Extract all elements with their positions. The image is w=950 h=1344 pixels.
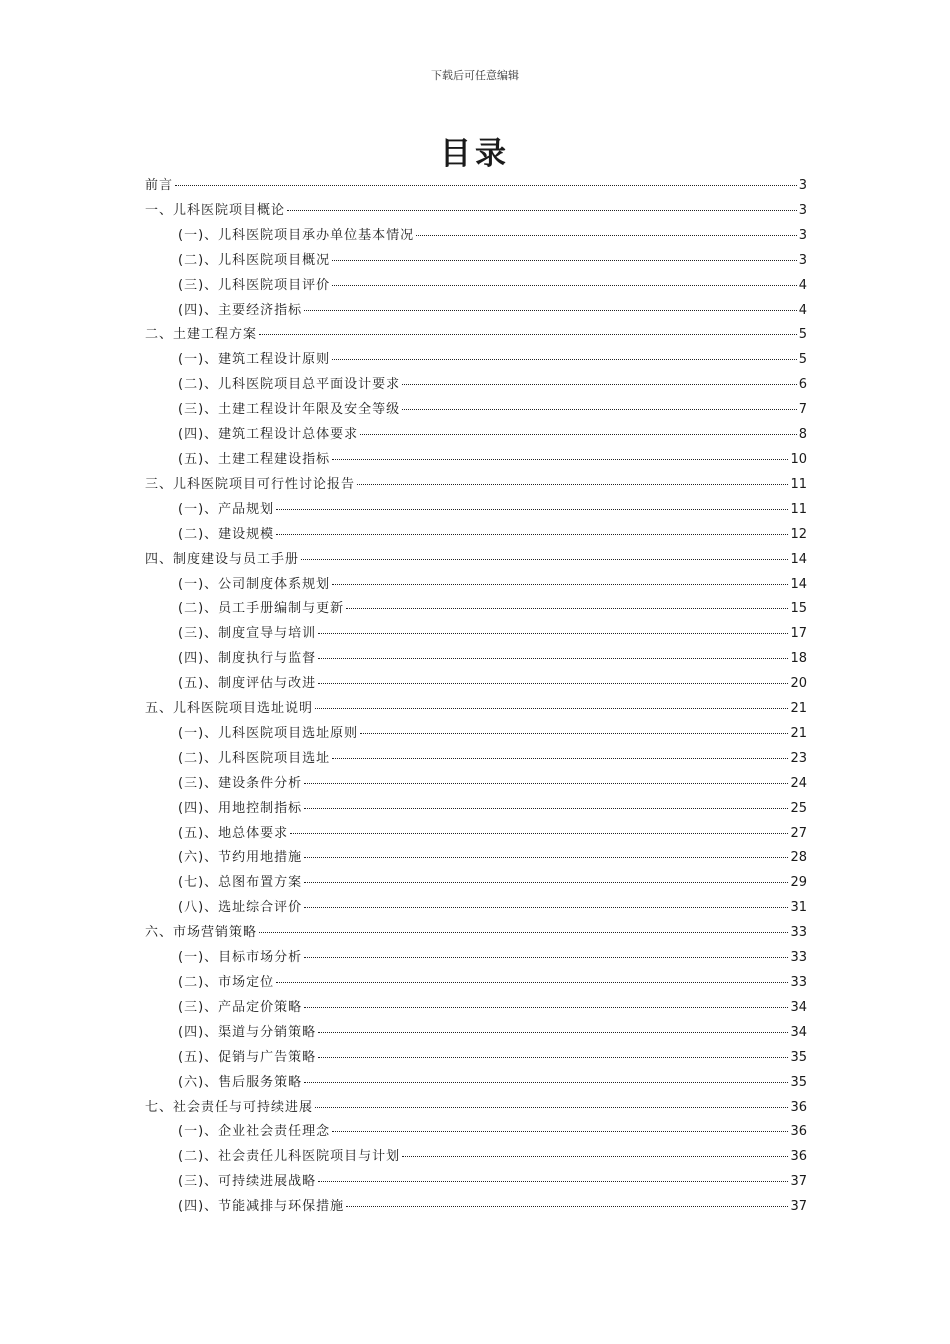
- toc-entry-label: (六)、节约用地措施: [178, 850, 303, 866]
- toc-entry-label: (二)、儿科医院项目总平面设计要求: [178, 377, 401, 393]
- toc-page-number: 35: [790, 1049, 807, 1065]
- toc-entry-label: (五)、地总体要求: [178, 825, 289, 841]
- toc-dot-leader: [304, 906, 788, 908]
- toc-subentry[interactable]: [145, 747, 807, 772]
- toc-dot-leader: [315, 1106, 788, 1108]
- toc-page-number: 12: [790, 526, 807, 542]
- toc-dot-leader: [259, 333, 797, 335]
- toc-dot-leader: [304, 309, 797, 311]
- toc-dot-leader: [318, 1056, 788, 1058]
- toc-entry-label: (二)、社会责任儿科医院项目与计划: [178, 1149, 401, 1165]
- toc-page-number: 14: [790, 551, 807, 567]
- toc-entry-label: 七、社会责任与可持续进展: [145, 1099, 314, 1115]
- toc-entry-label: (八)、选址综合评价: [178, 900, 303, 916]
- toc-entry-label: (一)、建筑工程设计原则: [178, 352, 331, 368]
- toc-page-number: 18: [790, 651, 807, 667]
- toc-subentry[interactable]: [145, 224, 807, 249]
- toc-subentry[interactable]: [145, 348, 807, 373]
- toc-page-number: 4: [798, 302, 807, 318]
- toc-subentry[interactable]: [145, 373, 807, 398]
- toc-subentry[interactable]: [145, 846, 807, 871]
- toc-page-number: 14: [790, 576, 807, 592]
- toc-page-number: 33: [790, 925, 807, 941]
- toc-page-number: 21: [790, 701, 807, 717]
- toc-entry[interactable]: [145, 199, 807, 224]
- toc-subentry[interactable]: [145, 1046, 807, 1071]
- toc-page-number: 33: [790, 950, 807, 966]
- toc-entry-label: (二)、员工手册编制与更新: [178, 601, 345, 617]
- toc-subentry[interactable]: [145, 274, 807, 299]
- toc-entry[interactable]: [145, 323, 807, 348]
- toc-dot-leader: [332, 284, 797, 286]
- toc-subentry[interactable]: [145, 871, 807, 896]
- toc-subentry[interactable]: [145, 448, 807, 473]
- toc-entry-label: (四)、节能减排与环保措施: [178, 1199, 345, 1215]
- toc-page-number: 34: [790, 1024, 807, 1040]
- toc-page-number: 7: [798, 402, 807, 418]
- toc-dot-leader: [332, 358, 797, 360]
- toc-dot-leader: [276, 508, 788, 510]
- toc-page-number: 33: [790, 975, 807, 990]
- toc-dot-leader: [332, 1130, 788, 1132]
- toc-dot-leader: [315, 707, 788, 709]
- toc-entry[interactable]: [145, 697, 807, 722]
- toc-entry-label: (四)、渠道与分销策略: [178, 1024, 317, 1040]
- toc-subentry[interactable]: [145, 1195, 807, 1220]
- toc-entry-label: (三)、可持续进展战略: [178, 1174, 317, 1190]
- toc-page-number: 34: [790, 999, 807, 1015]
- toc-page-number: 3: [798, 227, 807, 243]
- page-title: 目录: [440, 136, 510, 172]
- toc-entry-label: (一)、产品规划: [178, 501, 275, 517]
- toc-entry-label: (二)、儿科医院项目概况: [178, 252, 331, 268]
- toc-dot-leader: [318, 1180, 788, 1182]
- toc-page-number: 15: [790, 601, 807, 617]
- toc-subentry[interactable]: [145, 822, 807, 847]
- toc-dot-leader: [346, 1205, 788, 1207]
- toc-page-number: 8: [798, 427, 807, 443]
- toc-subentry[interactable]: [145, 398, 807, 423]
- toc-dot-leader: [290, 832, 788, 834]
- toc-page-number: 23: [790, 750, 807, 766]
- toc-page-number: 10: [790, 451, 807, 467]
- toc-entry-label: (三)、产品定价策略: [178, 999, 303, 1015]
- toc-entry-label: (二)、建设规模: [178, 526, 275, 542]
- toc-entry-label: 四、制度建设与员工手册: [145, 551, 300, 567]
- toc-page-number: 11: [790, 501, 807, 517]
- toc-dot-leader: [357, 483, 788, 485]
- toc-subentry[interactable]: [145, 797, 807, 822]
- toc-dot-leader: [416, 234, 797, 236]
- toc-dot-leader: [304, 881, 788, 883]
- toc-subentry[interactable]: [145, 971, 807, 996]
- toc-dot-leader: [318, 682, 788, 684]
- toc-subentry[interactable]: [145, 299, 807, 324]
- toc-entry-label: (一)、公司制度体系规划: [178, 576, 331, 592]
- toc-entry-label: 一、儿科医院项目概论: [145, 202, 286, 218]
- toc-page-number: 21: [790, 725, 807, 741]
- toc-entry-label: (七)、总图布置方案: [178, 875, 303, 891]
- toc-page-number: 35: [790, 1074, 807, 1090]
- toc-dot-leader: [360, 433, 797, 435]
- toc-entry-label: (三)、建设条件分析: [178, 775, 303, 791]
- toc-page-number: 20: [790, 676, 807, 692]
- toc-dot-leader: [301, 558, 788, 560]
- toc-dot-leader: [304, 956, 788, 958]
- toc-page-number: 4: [798, 277, 807, 293]
- toc-subentry[interactable]: [145, 672, 807, 697]
- toc-subentry[interactable]: [145, 1145, 807, 1170]
- toc-page-number: 37: [790, 1174, 807, 1190]
- toc-subentry[interactable]: [145, 946, 807, 971]
- toc-subentry[interactable]: [145, 896, 807, 921]
- toc-entry-label: (六)、售后服务策略: [178, 1074, 303, 1090]
- toc-dot-leader: [346, 607, 788, 609]
- toc-subentry[interactable]: [145, 249, 807, 274]
- toc-entry-label: (四)、建筑工程设计总体要求: [178, 427, 359, 443]
- toc-dot-leader: [332, 458, 788, 460]
- toc-entry[interactable]: [145, 473, 807, 498]
- toc-page-number: 29: [790, 875, 807, 891]
- toc-entry-label: (四)、制度执行与监督: [178, 651, 317, 667]
- toc-entry-label: (二)、儿科医院项目选址: [178, 750, 331, 766]
- toc-page-number: 36: [790, 1124, 807, 1140]
- toc-page-number: 31: [790, 900, 807, 916]
- toc-page-number: 17: [790, 626, 807, 642]
- toc-page-number: 28: [790, 850, 807, 866]
- toc-subentry[interactable]: [145, 1170, 807, 1195]
- toc-subentry[interactable]: [145, 423, 807, 448]
- toc-entry-label: (三)、土建工程设计年限及安全等级: [178, 402, 401, 418]
- toc-entry-label: (一)、儿科医院项目选址原则: [178, 725, 359, 741]
- toc-dot-leader: [318, 1031, 788, 1033]
- toc-page-number: 27: [790, 825, 807, 841]
- toc-entry-label: 六、市场营销策略: [145, 925, 258, 941]
- toc-entry-label: (一)、企业社会责任理念: [178, 1124, 331, 1140]
- toc-dot-leader: [318, 632, 788, 634]
- toc-entry-label: (二)、市场定位: [178, 975, 275, 990]
- toc-subentry[interactable]: [145, 647, 807, 672]
- toc-entry-label: 五、儿科医院项目选址说明: [145, 701, 314, 717]
- toc-page-number: 36: [790, 1099, 807, 1115]
- toc-subentry[interactable]: [145, 722, 807, 747]
- toc-entry-label: (四)、主要经济指标: [178, 302, 303, 318]
- toc-dot-leader: [276, 533, 788, 535]
- toc-page-number: 24: [790, 775, 807, 791]
- toc-page-number: 5: [798, 352, 807, 368]
- toc-entry-label: 前言: [145, 178, 174, 193]
- toc-subentry[interactable]: [145, 1021, 807, 1046]
- toc-entry-label: (五)、促销与广告策略: [178, 1049, 317, 1065]
- header-note: 下载后可任意编辑: [431, 69, 519, 82]
- toc-dot-leader: [304, 782, 788, 784]
- toc-entry-label: (五)、土建工程建设指标: [178, 451, 331, 467]
- toc-entry-label: (一)、儿科医院项目承办单位基本情况: [178, 227, 415, 243]
- toc-entry-label: 三、儿科医院项目可行性讨论报告: [145, 476, 356, 492]
- toc-dot-leader: [402, 1155, 788, 1157]
- toc-entry-label: (三)、制度宣导与培训: [178, 626, 317, 642]
- toc-page-number: 5: [798, 327, 807, 343]
- toc-dot-leader: [175, 184, 797, 186]
- toc-subentry[interactable]: [145, 1120, 807, 1145]
- toc-page-number: 11: [790, 476, 807, 492]
- toc-dot-leader: [332, 757, 788, 759]
- toc-subentry[interactable]: [145, 996, 807, 1021]
- toc-page-number: 37: [790, 1199, 807, 1215]
- toc-entry[interactable]: [145, 548, 807, 573]
- toc-entry-label: (三)、儿科医院项目评价: [178, 277, 331, 293]
- table-of-contents: [145, 174, 807, 1220]
- toc-dot-leader: [332, 259, 797, 261]
- toc-entry-label: (一)、目标市场分析: [178, 950, 303, 966]
- toc-page-number: 3: [798, 202, 807, 218]
- toc-dot-leader: [360, 732, 788, 734]
- toc-dot-leader: [318, 657, 788, 659]
- toc-entry[interactable]: [145, 1096, 807, 1121]
- toc-dot-leader: [304, 856, 788, 858]
- toc-page-number: 6: [798, 377, 807, 393]
- toc-dot-leader: [259, 931, 788, 933]
- toc-dot-leader: [402, 383, 797, 385]
- toc-subentry[interactable]: [145, 573, 807, 598]
- toc-entry-label: (四)、用地控制指标: [178, 800, 303, 816]
- toc-entry[interactable]: [145, 921, 807, 946]
- toc-subentry[interactable]: [145, 772, 807, 797]
- toc-entry-label: (五)、制度评估与改进: [178, 676, 317, 692]
- toc-dot-leader: [304, 1081, 788, 1083]
- toc-subentry[interactable]: [145, 498, 807, 523]
- toc-subentry[interactable]: [145, 597, 807, 622]
- toc-page-number: 25: [790, 800, 807, 816]
- toc-subentry[interactable]: [145, 1071, 807, 1096]
- toc-dot-leader: [304, 1006, 788, 1008]
- toc-dot-leader: [332, 583, 788, 585]
- toc-entry-label: 二、土建工程方案: [145, 327, 258, 343]
- toc-dot-leader: [304, 807, 788, 809]
- toc-entry[interactable]: [145, 174, 807, 199]
- toc-dot-leader: [402, 408, 797, 410]
- toc-dot-leader: [287, 209, 797, 211]
- toc-page-number: 3: [798, 252, 807, 268]
- toc-subentry[interactable]: [145, 523, 807, 548]
- toc-page-number: 36: [790, 1149, 807, 1165]
- toc-dot-leader: [276, 981, 788, 983]
- toc-page-number: 3: [798, 178, 807, 193]
- toc-subentry[interactable]: [145, 622, 807, 647]
